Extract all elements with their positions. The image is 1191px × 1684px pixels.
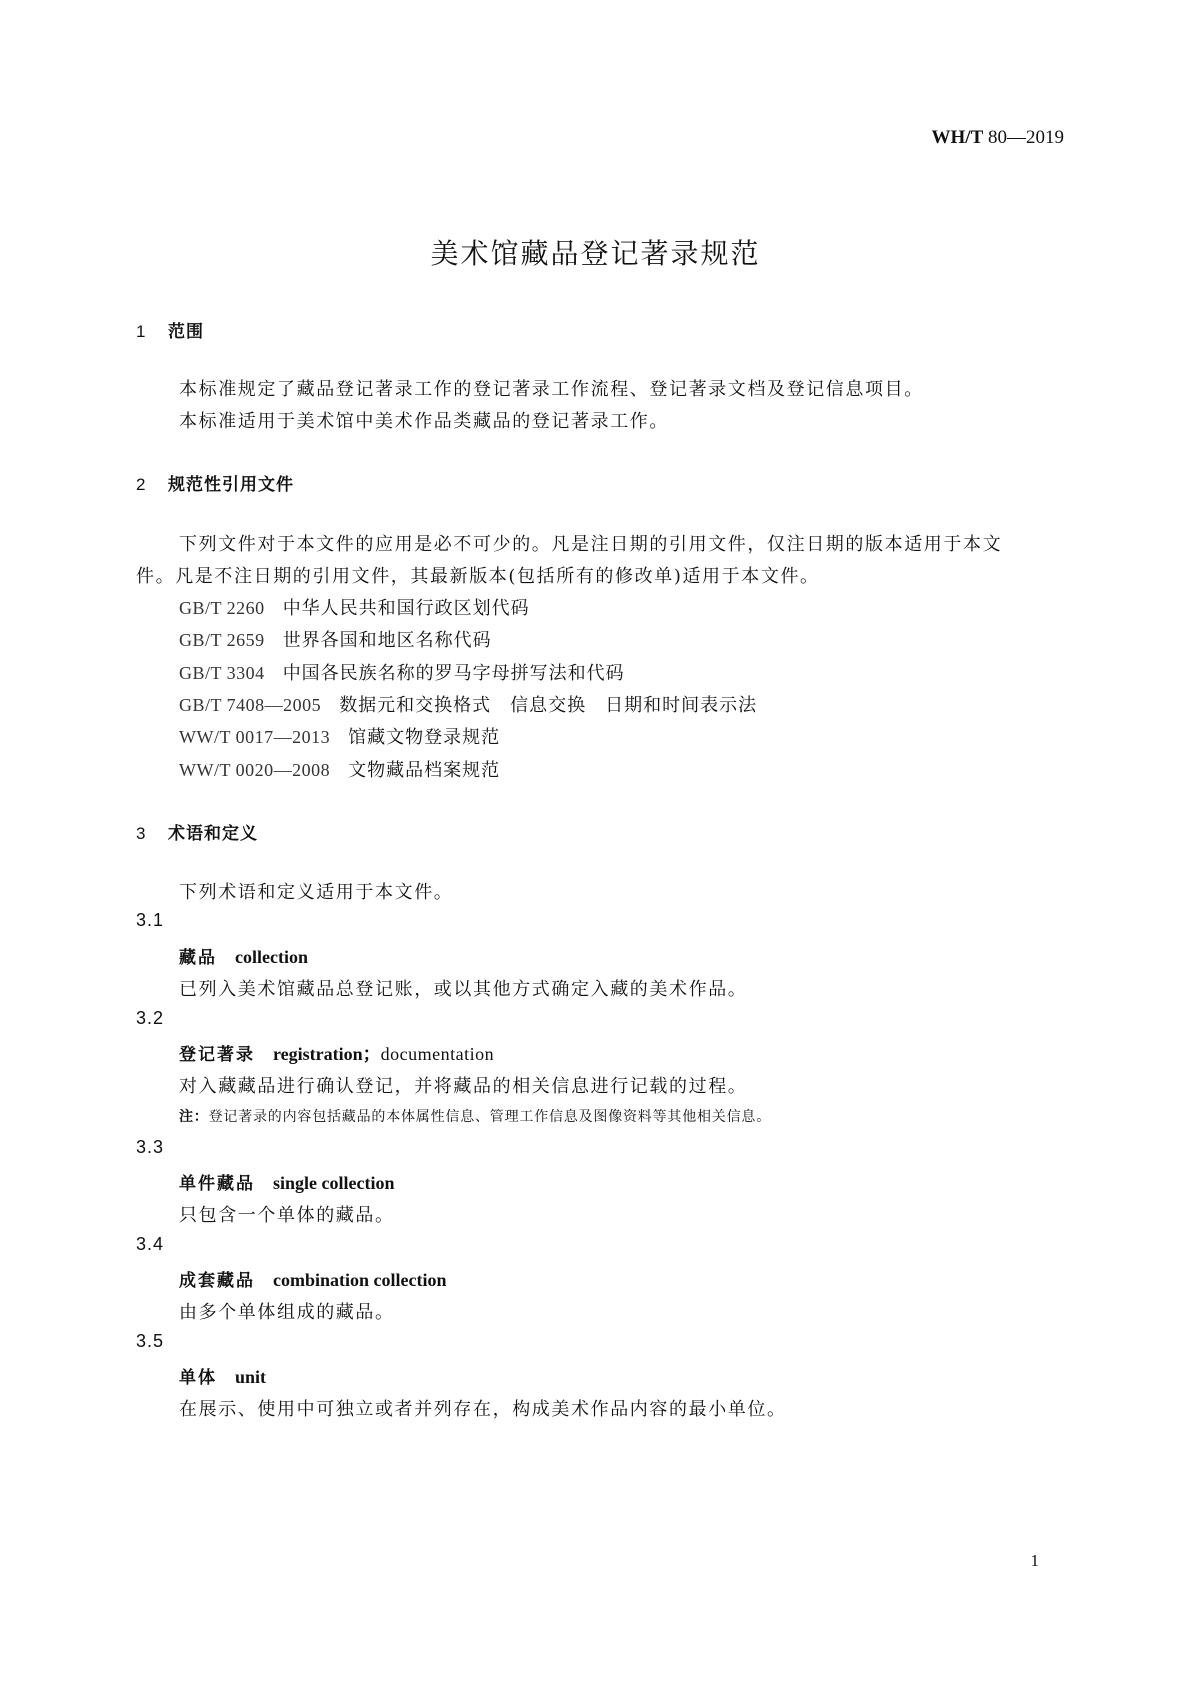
term-definition: 只包含一个单体的藏品。	[179, 1205, 395, 1226]
reference-item	[179, 723, 500, 749]
term-number: 3.3	[136, 1137, 165, 1157]
term-zh: 藏品	[179, 948, 217, 968]
term-en: single collection	[273, 1173, 395, 1193]
standard-code-number: 80—2019	[988, 127, 1064, 148]
term-note	[179, 1106, 771, 1126]
term-heading	[179, 1266, 447, 1291]
section-number: 2	[136, 475, 147, 494]
reference-item	[179, 756, 500, 782]
reference-title: 中国各民族名称的罗马字母拼写法和代码	[282, 663, 625, 684]
term-number: 3.2	[136, 1008, 165, 1028]
term-definition: 在展示、使用中可独立或者并列存在，构成美术作品内容的最小单位。	[179, 1399, 787, 1420]
reference-title: 馆藏文物登录规范	[348, 727, 501, 748]
term-en: unit	[235, 1367, 267, 1387]
section-2-heading	[136, 470, 294, 495]
page-number: 1	[1030, 1551, 1039, 1570]
section-title: 范围	[168, 322, 204, 342]
reference-code: GB/T 2260	[179, 598, 265, 618]
reference-title: 数据元和交换格式 信息交换 日期和时间表示法	[339, 695, 758, 716]
references-paragraph-line-2: 件。凡是不注日期的引用文件，其最新版本(包括所有的修改单)适用于本文件。	[136, 566, 820, 587]
section-3-heading	[136, 819, 258, 844]
reference-code: GB/T 3304	[179, 663, 265, 683]
term-definition: 已列入美术馆藏品总登记账，或以其他方式确定入藏的美术作品。	[179, 979, 748, 1000]
reference-code: GB/T 2659	[179, 630, 265, 650]
term-zh: 单件藏品	[179, 1174, 255, 1194]
reference-title: 世界各国和地区名称代码	[282, 630, 492, 651]
term-en: combination collection	[273, 1270, 447, 1290]
term-number: 3.4	[136, 1234, 165, 1254]
section-1-heading	[136, 317, 204, 342]
term-number: 3.5	[136, 1331, 165, 1351]
terms-intro: 下列术语和定义适用于本文件。	[179, 882, 454, 903]
term-en-alt: documentation	[380, 1044, 495, 1064]
reference-item	[179, 626, 492, 652]
reference-title: 文物藏品档案规范	[348, 760, 501, 781]
term-en: collection	[235, 947, 308, 967]
term-zh: 登记著录	[179, 1045, 255, 1065]
section-title: 术语和定义	[168, 824, 258, 844]
standard-code-prefix: WH/T	[931, 127, 984, 148]
standard-code	[932, 127, 1064, 149]
reference-item	[179, 691, 757, 717]
section-title: 规范性引用文件	[168, 475, 294, 495]
term-en: registration；	[273, 1044, 381, 1064]
note-label: 注：	[179, 1109, 209, 1125]
document-title: 美术馆藏品登记著录规范	[430, 237, 761, 270]
scope-paragraph-1: 本标准规定了藏品登记著录工作的登记著录工作流程、登记著录文档及登记信息项目。	[179, 379, 924, 400]
term-definition: 由多个单体组成的藏品。	[179, 1302, 395, 1323]
term-heading	[179, 943, 308, 968]
term-zh: 单体	[179, 1368, 217, 1388]
reference-code: GB/T 7408—2005	[179, 695, 322, 715]
reference-title: 中华人民共和国行政区划代码	[282, 598, 530, 619]
reference-item	[179, 594, 530, 620]
term-heading	[179, 1169, 394, 1194]
note-text: 登记著录的内容包括藏品的本体属性信息、管理工作信息及图像资料等其他相关信息。	[208, 1109, 772, 1125]
term-heading	[179, 1363, 266, 1388]
references-paragraph-line-1: 下列文件对于本文件的应用是必不可少的。凡是注日期的引用文件，仅注日期的版本适用于本文	[179, 534, 1003, 555]
term-number: 3.1	[136, 910, 165, 930]
section-number: 3	[136, 824, 147, 843]
scope-paragraph-2: 本标准适用于美术馆中美术作品类藏品的登记著录工作。	[179, 411, 669, 432]
reference-code: WW/T 0020—2008	[179, 760, 331, 780]
section-number: 1	[136, 322, 147, 341]
reference-item	[179, 659, 625, 685]
term-heading	[179, 1040, 494, 1066]
term-zh: 成套藏品	[179, 1271, 255, 1291]
term-definition: 对入藏藏品进行确认登记，并将藏品的相关信息进行记载的过程。	[179, 1076, 748, 1097]
reference-code: WW/T 0017—2013	[179, 727, 331, 747]
